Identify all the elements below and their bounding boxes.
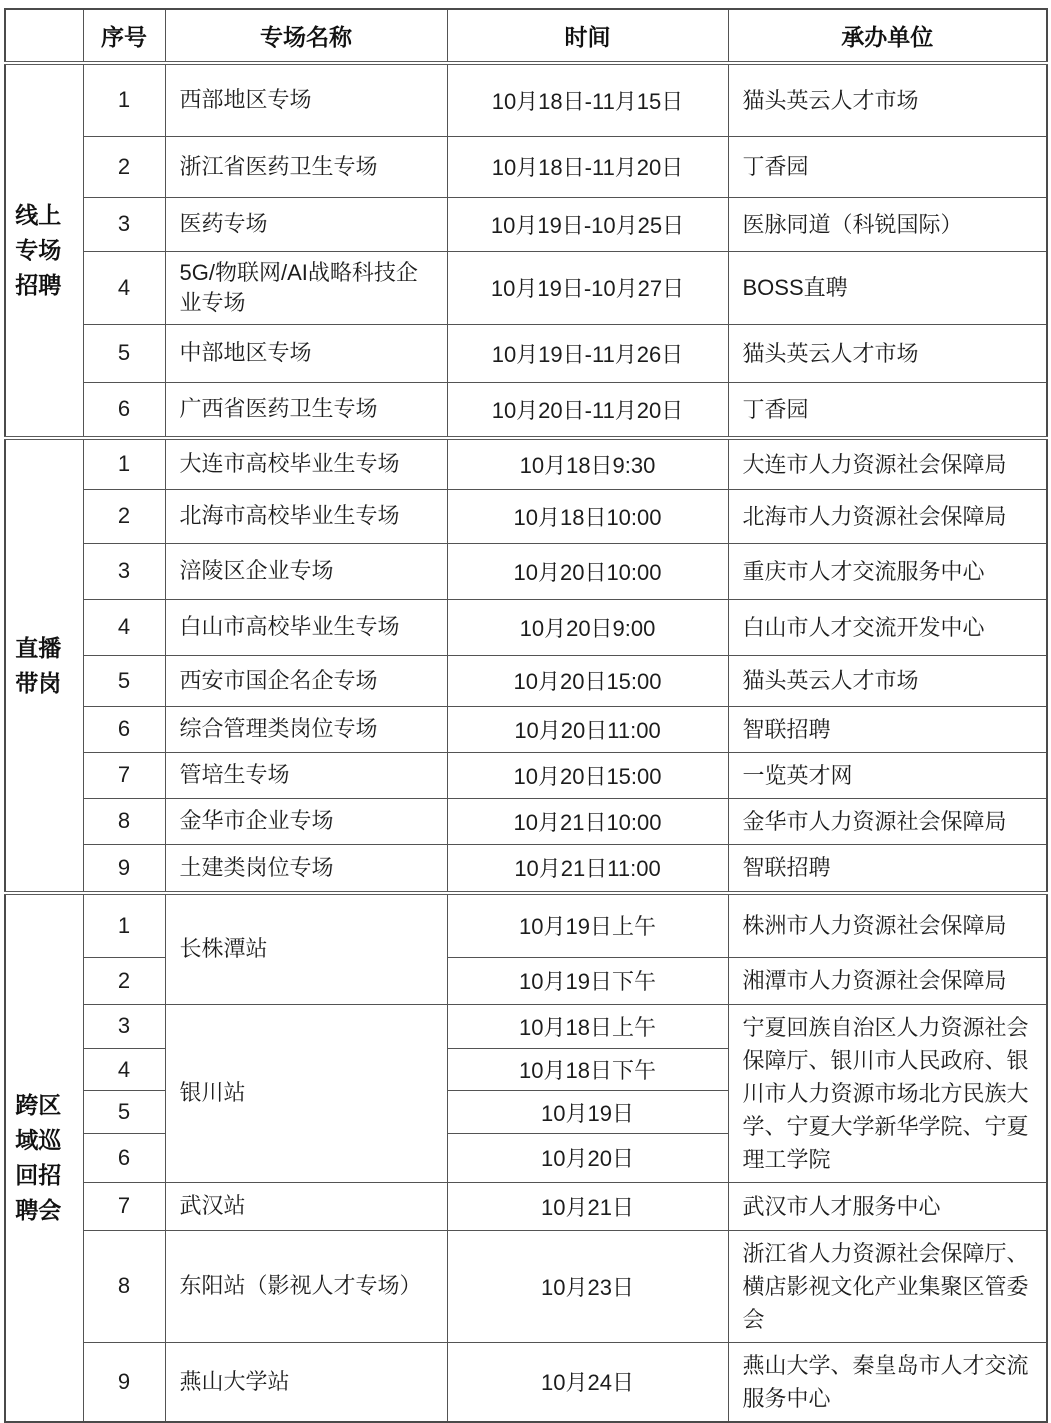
row-index: 8 xyxy=(83,1230,165,1342)
table-row xyxy=(5,798,1047,844)
row-index: 3 xyxy=(83,1004,165,1049)
event-name: 浙江省医药卫生专场 xyxy=(165,136,447,197)
category-label-line: 直播 xyxy=(15,634,62,661)
row-index: 1 xyxy=(83,63,165,136)
table-row xyxy=(5,893,1047,957)
event-time: 10月21日10:00 xyxy=(447,798,728,844)
event-time: 10月20日10:00 xyxy=(447,543,728,599)
organizer: 株洲市人力资源社会保障局 xyxy=(728,893,1047,957)
organizer: 武汉市人才服务中心 xyxy=(728,1182,1047,1230)
row-index: 7 xyxy=(83,1182,165,1230)
event-name: 中部地区专场 xyxy=(165,324,447,382)
organizer: 猫头英云人才市场 xyxy=(728,655,1047,706)
job-fair-schedule-table xyxy=(4,8,1048,1423)
organizer: 智联招聘 xyxy=(728,706,1047,752)
event-time: 10月20日-11月20日 xyxy=(447,382,728,438)
row-index: 5 xyxy=(83,1091,165,1133)
organizer: 智联招聘 xyxy=(728,844,1047,893)
event-name: 白山市高校毕业生专场 xyxy=(165,599,447,655)
table-row xyxy=(5,382,1047,438)
category-label-line: 带岗 xyxy=(15,669,62,696)
event-time: 10月19日-10月25日 xyxy=(447,197,728,251)
row-index: 6 xyxy=(83,382,165,438)
row-index: 9 xyxy=(83,1342,165,1422)
event-time: 10月19日-10月27日 xyxy=(447,251,728,324)
table-row xyxy=(5,1004,1047,1049)
organizer: 北海市人力资源社会保障局 xyxy=(728,489,1047,543)
table-row xyxy=(5,324,1047,382)
row-index: 6 xyxy=(83,1133,165,1182)
event-name: 大连市高校毕业生专场 xyxy=(165,438,447,489)
event-name: 北海市高校毕业生专场 xyxy=(165,489,447,543)
row-index: 4 xyxy=(83,599,165,655)
event-time: 10月18日9:30 xyxy=(447,438,728,489)
event-name: 西部地区专场 xyxy=(165,63,447,136)
table-row xyxy=(5,1182,1047,1230)
table-row xyxy=(5,655,1047,706)
event-time: 10月18日-11月15日 xyxy=(447,63,728,136)
organizer: 医脉同道（科锐国际） xyxy=(728,197,1047,251)
event-time: 10月18日上午 xyxy=(447,1004,728,1049)
event-name: 综合管理类岗位专场 xyxy=(165,706,447,752)
event-name: 管培生专场 xyxy=(165,752,447,798)
event-time: 10月23日 xyxy=(447,1230,728,1342)
event-time: 10月20日15:00 xyxy=(447,752,728,798)
table-row xyxy=(5,1342,1047,1422)
row-index: 1 xyxy=(83,438,165,489)
event-name: 金华市企业专场 xyxy=(165,798,447,844)
category-label-line: 线上 xyxy=(15,202,62,228)
event-time: 10月19日-11月26日 xyxy=(447,324,728,382)
event-time: 10月24日 xyxy=(447,1342,728,1422)
table-row xyxy=(5,543,1047,599)
event-time: 10月19日 xyxy=(447,1091,728,1133)
event-time: 10月20日15:00 xyxy=(447,655,728,706)
organizer: 湘潭市人力资源社会保障局 xyxy=(728,957,1047,1004)
table-row xyxy=(5,489,1047,543)
event-time: 10月21日11:00 xyxy=(447,844,728,893)
organizer: 金华市人力资源社会保障局 xyxy=(728,798,1047,844)
table-row xyxy=(5,1230,1047,1342)
header-index: 序号 xyxy=(83,9,165,63)
row-index: 4 xyxy=(83,251,165,324)
row-index: 2 xyxy=(83,489,165,543)
header-group xyxy=(5,9,83,63)
event-name: 银川站 xyxy=(165,1004,447,1182)
table-row xyxy=(5,63,1047,136)
row-index: 7 xyxy=(83,752,165,798)
organizer: 白山市人才交流开发中心 xyxy=(728,599,1047,655)
table-row xyxy=(5,251,1047,324)
category-label-line: 聘会 xyxy=(15,1196,62,1223)
row-index: 3 xyxy=(83,543,165,599)
organizer: 大连市人力资源社会保障局 xyxy=(728,438,1047,489)
organizer: 丁香园 xyxy=(728,136,1047,197)
row-index: 3 xyxy=(83,197,165,251)
row-index: 4 xyxy=(83,1049,165,1091)
category-label-line: 跨区 xyxy=(15,1091,62,1118)
table-row xyxy=(5,752,1047,798)
event-name: 5G/物联网/AI战略科技企业专场 xyxy=(165,251,447,324)
row-index: 2 xyxy=(83,136,165,197)
category-cell-livestream xyxy=(5,438,83,893)
organizer: 宁夏回族自治区人力资源社会保障厅、银川市人民政府、银川市人力资源市场北方民族大学、宁夏大学新华学院、宁夏理工学院 xyxy=(728,1004,1047,1182)
event-time: 10月20日9:00 xyxy=(447,599,728,655)
organizer: 丁香园 xyxy=(728,382,1047,438)
event-time: 10月18日10:00 xyxy=(447,489,728,543)
header-organizer: 承办单位 xyxy=(728,9,1047,63)
category-label-line: 招聘 xyxy=(15,272,62,298)
category-label-line: 专场 xyxy=(15,237,62,263)
row-index: 1 xyxy=(83,893,165,957)
organizer: 猫头英云人才市场 xyxy=(728,324,1047,382)
organizer: 重庆市人才交流服务中心 xyxy=(728,543,1047,599)
table-row xyxy=(5,599,1047,655)
header-row xyxy=(5,9,1047,63)
organizer: 浙江省人力资源社会保障厅、横店影视文化产业集聚区管委会 xyxy=(728,1230,1047,1342)
event-time: 10月20日11:00 xyxy=(447,706,728,752)
event-name: 西安市国企名企专场 xyxy=(165,655,447,706)
event-name: 长株潭站 xyxy=(165,893,447,1004)
event-time: 10月19日上午 xyxy=(447,893,728,957)
event-time: 10月18日-11月20日 xyxy=(447,136,728,197)
organizer: 一览英才网 xyxy=(728,752,1047,798)
event-time: 10月18日下午 xyxy=(447,1049,728,1091)
event-name: 土建类岗位专场 xyxy=(165,844,447,893)
table-row xyxy=(5,844,1047,893)
category-label-line: 回招 xyxy=(15,1161,62,1188)
row-index: 5 xyxy=(83,324,165,382)
event-name: 广西省医药卫生专场 xyxy=(165,382,447,438)
row-index: 8 xyxy=(83,798,165,844)
event-name: 东阳站（影视人才专场） xyxy=(165,1230,447,1342)
organizer: 猫头英云人才市场 xyxy=(728,63,1047,136)
event-name: 医药专场 xyxy=(165,197,447,251)
event-name: 燕山大学站 xyxy=(165,1342,447,1422)
organizer: BOSS直聘 xyxy=(728,251,1047,324)
event-name: 武汉站 xyxy=(165,1182,447,1230)
category-label-line: 域巡 xyxy=(15,1126,62,1153)
category-cell-tour xyxy=(5,893,83,1422)
row-index: 2 xyxy=(83,957,165,1004)
header-time: 时间 xyxy=(447,9,728,63)
row-index: 6 xyxy=(83,706,165,752)
table-row xyxy=(5,136,1047,197)
row-index: 5 xyxy=(83,655,165,706)
event-time: 10月21日 xyxy=(447,1182,728,1230)
organizer: 燕山大学、秦皇岛市人才交流服务中心 xyxy=(728,1342,1047,1422)
table-row xyxy=(5,438,1047,489)
table-row xyxy=(5,197,1047,251)
event-time: 10月19日下午 xyxy=(447,957,728,1004)
header-name: 专场名称 xyxy=(165,9,447,63)
event-name: 涪陵区企业专场 xyxy=(165,543,447,599)
category-cell-online xyxy=(5,63,83,438)
event-time: 10月20日 xyxy=(447,1133,728,1182)
row-index: 9 xyxy=(83,844,165,893)
table-row xyxy=(5,706,1047,752)
table-row xyxy=(5,957,1047,1004)
